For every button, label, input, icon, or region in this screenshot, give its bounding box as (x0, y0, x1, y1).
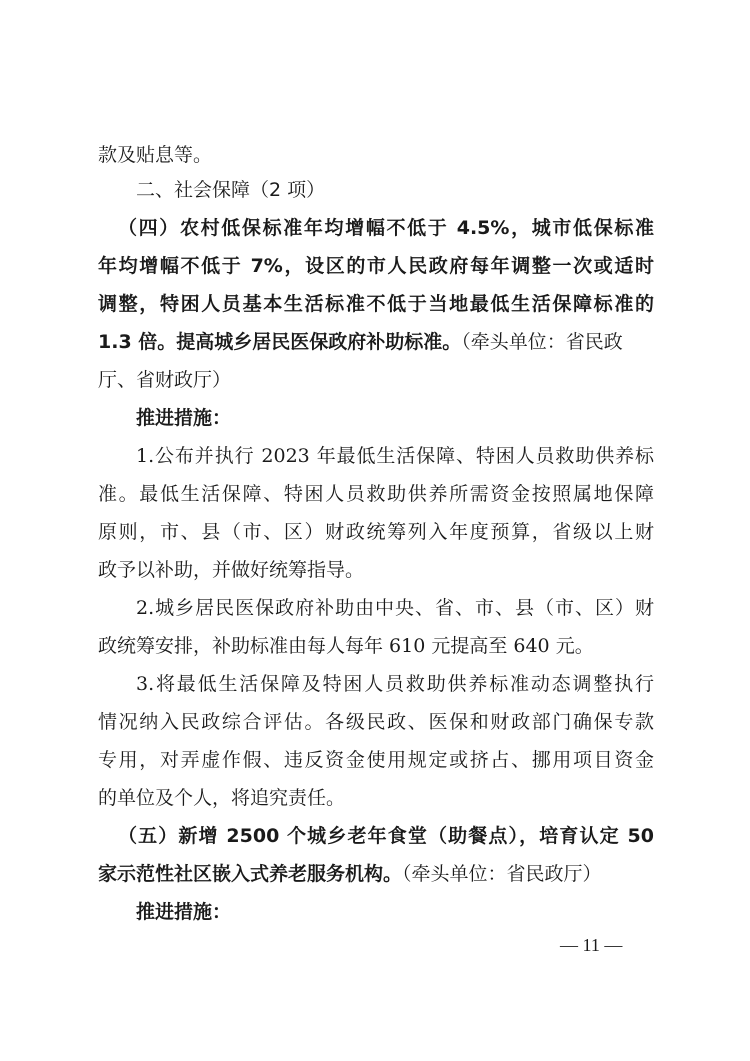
section-heading-social-security: 二、社会保障（2 项） (136, 179, 326, 201)
measure-3-line-1: 3.将最低生活保障及特困人员救助供养标准动态调整执行 (136, 673, 654, 695)
item-five-line-2-bold: 家示范性社区嵌入式养老服务机构。 (98, 863, 403, 885)
item-four-line-3: 调整，特困人员基本生活标准不低于当地最低生活保障标准的 (98, 293, 654, 315)
measure-1-line-4: 政予以补助，并做好统筹指导。 (98, 559, 365, 581)
item-five-line-1: （五）新增 2500 个城乡老年食堂（助餐点），培育认定 50 (118, 825, 654, 847)
measure-3-line-2: 情况纳入民政综合评估。各级民政、医保和财政部门确保专款 (98, 711, 654, 733)
paragraph-line-1: 款及贴息等。 (98, 144, 213, 166)
lead-unit-label-2: （牵头单位：省民政厅） (402, 863, 602, 885)
item-four-line-4-bold: 1.3 倍。提高城乡居民医保政府补助标准。 (98, 331, 462, 353)
item-four-line-1: （四）农村低保标准年均增幅不低于 4.5%，城市低保标准 (118, 217, 654, 239)
measure-3-line-4: 的单位及个人，将追究责任。 (98, 787, 346, 809)
item-four-line-2: 年均增幅不低于 7%，设区的市人民政府每年调整一次或适时 (98, 255, 654, 277)
measures-heading-1: 推进措施： (136, 407, 232, 429)
lead-unit-label: （牵头单位：省民政 (461, 331, 623, 353)
measure-2-line-2: 政统筹安排，补助标准由每人每年 610 元提高至 640 元。 (98, 635, 594, 657)
measure-1-line-2: 准。最低生活保障、特困人员救助供养所需资金按照属地保障 (98, 483, 654, 505)
measure-1-line-1: 1.公布并执行 2023 年最低生活保障、特困人员救助供养标 (136, 445, 654, 467)
item-five-line-2 (98, 860, 654, 888)
measures-heading-2: 推进措施： (136, 901, 232, 923)
measure-2-line-1: 2.城乡居民医保政府补助由中央、省、市、县（市、区）财 (136, 597, 654, 619)
page-number: — 11 — (560, 935, 623, 955)
measure-3-line-3: 专用，对弄虚作假、违反资金使用规定或挤占、挪用项目资金 (98, 749, 654, 771)
measure-1-line-3: 原则，市、县（市、区）财政统筹列入年度预算，省级以上财 (98, 521, 654, 543)
item-four-line-4 (98, 328, 654, 356)
lead-unit-continuation: 厅、省财政厅） (98, 369, 232, 391)
